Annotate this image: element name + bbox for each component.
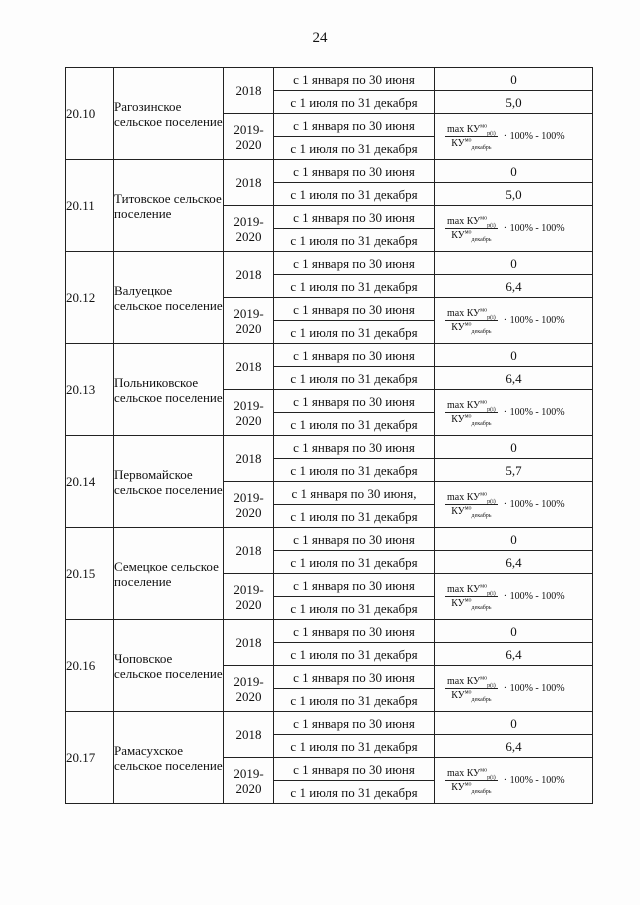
formula-cell <box>435 574 593 620</box>
period-cell: с 1 июля по 31 декабря <box>274 91 435 114</box>
period-cell: с 1 июля по 31 декабря <box>274 367 435 390</box>
value-cell: 6,4 <box>435 643 593 666</box>
growth-formula: $\frac{\max КУ^{мо}_{р(i)}}{КУ^{мо}_{декабрь}}$ · 100% - 100% <box>447 215 565 243</box>
value-cell: 0 <box>435 712 593 735</box>
period-cell: с 1 июля по 31 декабря <box>274 321 435 344</box>
table-row <box>66 160 593 183</box>
settlement-code: 20.13 <box>66 344 114 436</box>
growth-formula: $\frac{\max КУ^{мо}_{р(i)}}{КУ^{мо}_{декабрь}}$ · 100% - 100% <box>447 491 565 519</box>
period-cell: с 1 июля по 31 декабря <box>274 275 435 298</box>
period-cell: с 1 января по 30 июня <box>274 68 435 91</box>
growth-formula: $\frac{\max КУ^{мо}_{р(i)}}{КУ^{мо}_{декабрь}}$ · 100% - 100% <box>447 583 565 611</box>
period-cell: с 1 января по 30 июня <box>274 620 435 643</box>
year-cell: 2019-2020 <box>224 666 274 712</box>
settlement-name: Первомайское сельское поселение <box>114 436 224 528</box>
value-cell: 0 <box>435 252 593 275</box>
period-cell: с 1 июля по 31 декабря <box>274 597 435 620</box>
tariff-table <box>65 67 593 804</box>
year-cell: 2019-2020 <box>224 114 274 160</box>
period-cell: с 1 июля по 31 декабря <box>274 229 435 252</box>
formula-fraction: $\frac{\max КУ^{мо}_{р(i)}}{КУ^{мо}_{декабрь}}$ <box>447 307 496 335</box>
value-cell: 5,0 <box>435 91 593 114</box>
formula-fraction: $\frac{\max КУ^{мо}_{р(i)}}{КУ^{мо}_{декабрь}}$ <box>447 215 496 243</box>
period-cell: с 1 января по 30 июня <box>274 390 435 413</box>
period-cell: с 1 июля по 31 декабря <box>274 459 435 482</box>
table-row <box>66 68 593 91</box>
table-row <box>66 712 593 735</box>
period-cell: с 1 июля по 31 декабря <box>274 689 435 712</box>
year-cell: 2018 <box>224 344 274 390</box>
value-cell: 5,0 <box>435 183 593 206</box>
settlement-name: Рагозинское сельское поселение <box>114 68 224 160</box>
formula-fraction: $\frac{\max КУ^{мо}_{р(i)}}{КУ^{мо}_{декабрь}}$ <box>447 399 496 427</box>
growth-formula: $\frac{\max КУ^{мо}_{р(i)}}{КУ^{мо}_{декабрь}}$ · 100% - 100% <box>447 767 565 795</box>
period-cell: с 1 января по 30 июня <box>274 252 435 275</box>
formula-cell <box>435 390 593 436</box>
settlement-code: 20.17 <box>66 712 114 804</box>
table-row <box>66 528 593 551</box>
period-cell: с 1 января по 30 июня <box>274 344 435 367</box>
settlement-name: Польниковское сельское поселение <box>114 344 224 436</box>
period-cell: с 1 января по 30 июня <box>274 160 435 183</box>
growth-formula: $\frac{\max КУ^{мо}_{р(i)}}{КУ^{мо}_{декабрь}}$ · 100% - 100% <box>447 123 565 151</box>
formula-fraction: $\frac{\max КУ^{мо}_{р(i)}}{КУ^{мо}_{декабрь}}$ <box>447 583 496 611</box>
year-cell: 2018 <box>224 160 274 206</box>
value-cell: 0 <box>435 620 593 643</box>
settlement-name: Титовское сельское поселение <box>114 160 224 252</box>
period-cell: с 1 января по 30 июня, <box>274 482 435 505</box>
formula-cell <box>435 206 593 252</box>
period-cell: с 1 января по 30 июня <box>274 114 435 137</box>
settlement-name: Чоповское сельское поселение <box>114 620 224 712</box>
period-cell: с 1 января по 30 июня <box>274 206 435 229</box>
value-cell: 0 <box>435 68 593 91</box>
formula-fraction: $\frac{\max КУ^{мо}_{р(i)}}{КУ^{мо}_{декабрь}}$ <box>447 123 496 151</box>
settlement-code: 20.16 <box>66 620 114 712</box>
year-cell: 2019-2020 <box>224 574 274 620</box>
year-cell: 2018 <box>224 528 274 574</box>
value-cell: 6,4 <box>435 551 593 574</box>
period-cell: с 1 июля по 31 декабря <box>274 643 435 666</box>
period-cell: с 1 июля по 31 декабря <box>274 781 435 804</box>
year-cell: 2019-2020 <box>224 390 274 436</box>
period-cell: с 1 июля по 31 декабря <box>274 183 435 206</box>
settlement-name: Семецкое сельское поселение <box>114 528 224 620</box>
settlement-code: 20.11 <box>66 160 114 252</box>
period-cell: с 1 января по 30 июня <box>274 666 435 689</box>
period-cell: с 1 июля по 31 декабря <box>274 137 435 160</box>
value-cell: 6,4 <box>435 735 593 758</box>
period-cell: с 1 января по 30 июня <box>274 436 435 459</box>
growth-formula: $\frac{\max КУ^{мо}_{р(i)}}{КУ^{мо}_{декабрь}}$ · 100% - 100% <box>447 307 565 335</box>
year-cell: 2018 <box>224 436 274 482</box>
year-cell: 2019-2020 <box>224 206 274 252</box>
formula-fraction: $\frac{\max КУ^{мо}_{р(i)}}{КУ^{мо}_{декабрь}}$ <box>447 767 496 795</box>
period-cell: с 1 января по 30 июня <box>274 574 435 597</box>
formula-cell <box>435 298 593 344</box>
year-cell: 2018 <box>224 712 274 758</box>
table-row <box>66 436 593 459</box>
settlement-name: Валуецкое сельское поселение <box>114 252 224 344</box>
value-cell: 0 <box>435 436 593 459</box>
period-cell: с 1 июля по 31 декабря <box>274 551 435 574</box>
period-cell: с 1 июля по 31 декабря <box>274 505 435 528</box>
settlement-code: 20.10 <box>66 68 114 160</box>
period-cell: с 1 января по 30 июня <box>274 528 435 551</box>
value-cell: 0 <box>435 160 593 183</box>
year-cell: 2018 <box>224 252 274 298</box>
period-cell: с 1 января по 30 июня <box>274 298 435 321</box>
page-number: 24 <box>312 30 328 46</box>
settlement-code: 20.15 <box>66 528 114 620</box>
value-cell: 0 <box>435 344 593 367</box>
growth-formula: $\frac{\max КУ^{мо}_{р(i)}}{КУ^{мо}_{декабрь}}$ · 100% - 100% <box>447 399 565 427</box>
table-row <box>66 344 593 367</box>
year-cell: 2018 <box>224 620 274 666</box>
settlement-code: 20.12 <box>66 252 114 344</box>
value-cell: 6,4 <box>435 367 593 390</box>
period-cell: с 1 января по 30 июня <box>274 712 435 735</box>
value-cell: 6,4 <box>435 275 593 298</box>
formula-fraction: $\frac{\max КУ^{мо}_{р(i)}}{КУ^{мо}_{декабрь}}$ <box>447 491 496 519</box>
growth-formula: $\frac{\max КУ^{мо}_{р(i)}}{КУ^{мо}_{декабрь}}$ · 100% - 100% <box>447 675 565 703</box>
formula-cell <box>435 758 593 804</box>
formula-cell <box>435 114 593 160</box>
year-cell: 2019-2020 <box>224 298 274 344</box>
formula-fraction: $\frac{\max КУ^{мо}_{р(i)}}{КУ^{мо}_{декабрь}}$ <box>447 675 496 703</box>
year-cell: 2019-2020 <box>224 482 274 528</box>
period-cell: с 1 июля по 31 декабря <box>274 735 435 758</box>
formula-cell <box>435 666 593 712</box>
formula-cell <box>435 482 593 528</box>
period-cell: с 1 июля по 31 декабря <box>274 413 435 436</box>
value-cell: 5,7 <box>435 459 593 482</box>
settlement-name: Рамасухское сельское поселение <box>114 712 224 804</box>
period-cell: с 1 января по 30 июня <box>274 758 435 781</box>
settlement-code: 20.14 <box>66 436 114 528</box>
year-cell: 2018 <box>224 68 274 114</box>
table-row <box>66 252 593 275</box>
value-cell: 0 <box>435 528 593 551</box>
table-row <box>66 620 593 643</box>
year-cell: 2019-2020 <box>224 758 274 804</box>
